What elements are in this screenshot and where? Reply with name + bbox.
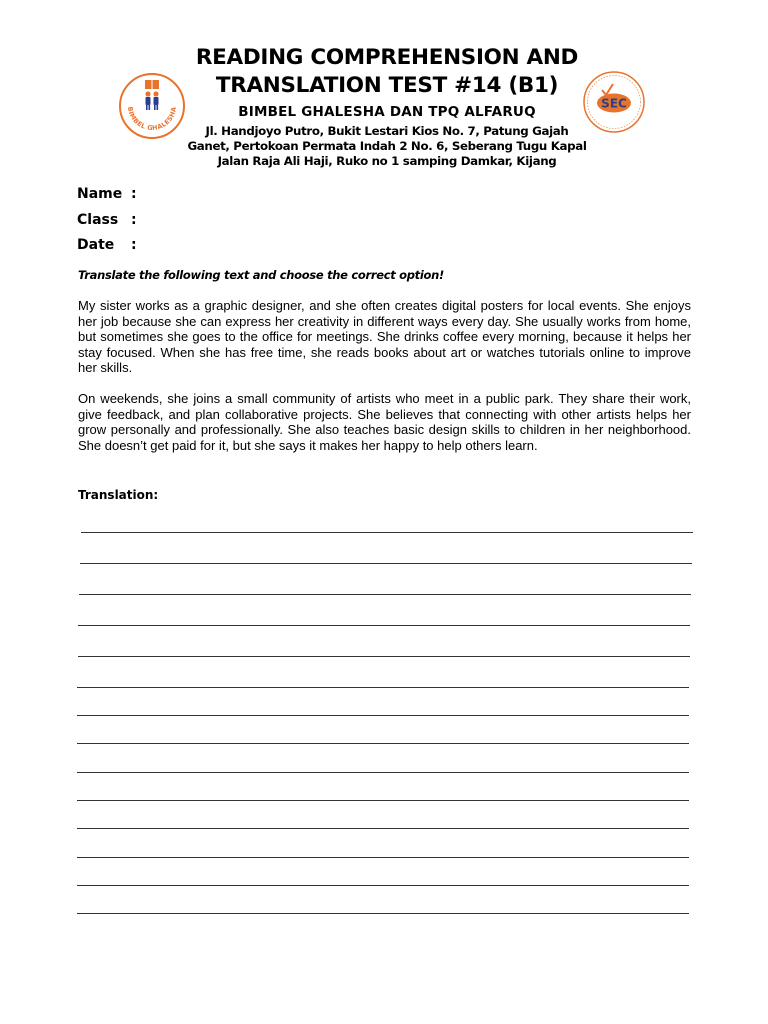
- date-label: Date: [77, 237, 115, 253]
- translation-line[interactable]: [79, 594, 691, 595]
- translation-line[interactable]: [77, 715, 689, 716]
- translation-line[interactable]: [81, 532, 693, 533]
- title-line-1: READING COMPREHENSION AND: [195, 45, 579, 70]
- translation-line[interactable]: [77, 857, 689, 858]
- date-separator: :: [131, 237, 137, 253]
- translation-line[interactable]: [77, 885, 689, 886]
- translation-line[interactable]: [77, 687, 689, 688]
- left-logo-text: BIMBEL GHALESHA: [125, 106, 179, 133]
- translation-line[interactable]: [78, 625, 690, 626]
- name-label: Name: [77, 186, 123, 202]
- bimbel-ghalesha-logo: [118, 72, 186, 140]
- class-field: [77, 212, 137, 228]
- passage-paragraph-1: My sister works as a graphic designer, and she often creates digital posters for local events. She enjoys her job because she can express her creativity in different ways every day. She usually works from home, but sometimes she goes to the office for meetings. She drinks coffee every morning, because it helps her stay focused. When she has free time, she reads books about art or watches tutorials online to improve her skills.: [78, 298, 691, 376]
- name-field: [77, 186, 137, 202]
- address-line: Jl. Handjoyo Putro, Bukit Lestari Kios No. 7, Patung Gajah: [205, 124, 569, 138]
- instruction-text: Translate the following text and choose the correct option!: [78, 268, 444, 282]
- translation-line[interactable]: [80, 563, 692, 564]
- translation-line[interactable]: [78, 656, 690, 657]
- translation-label: Translation:: [78, 488, 159, 502]
- class-separator: :: [131, 212, 137, 228]
- name-separator: :: [131, 186, 137, 202]
- passage-paragraph-2: On weekends, she joins a small community of artists who meet in a public park. They share their work, give feedback, and plan collaborative projects. She believes that connecting with other artists helps her grow personally and professionally. She also teaches basic design skills to children in her neighborhood. She doesn’t get paid for it, but she says it makes her happy to help others learn.: [78, 391, 691, 453]
- address-line: Ganet, Pertokoan Permata Indah 2 No. 6, Seberang Tugu Kapal: [187, 139, 587, 154]
- translation-line[interactable]: [77, 828, 689, 829]
- address-line: Jalan Raja Ali Haji, Ruko no 1 samping Damkar, Kijang: [217, 154, 557, 169]
- sec-logo: [582, 70, 646, 134]
- date-field: [77, 237, 137, 253]
- translation-line[interactable]: [77, 743, 689, 744]
- address-block: [180, 124, 594, 170]
- class-label: Class: [77, 212, 119, 228]
- translation-line[interactable]: [77, 772, 689, 773]
- right-logo-text: SEC: [601, 96, 627, 111]
- organization-name: BIMBEL GHALESHA DAN TPQ ALFARUQ: [238, 104, 536, 120]
- page-title: [180, 44, 594, 100]
- title-line-2: TRANSLATION TEST #14 (B1): [215, 73, 559, 98]
- translation-line[interactable]: [77, 913, 689, 914]
- translation-line[interactable]: [77, 800, 689, 801]
